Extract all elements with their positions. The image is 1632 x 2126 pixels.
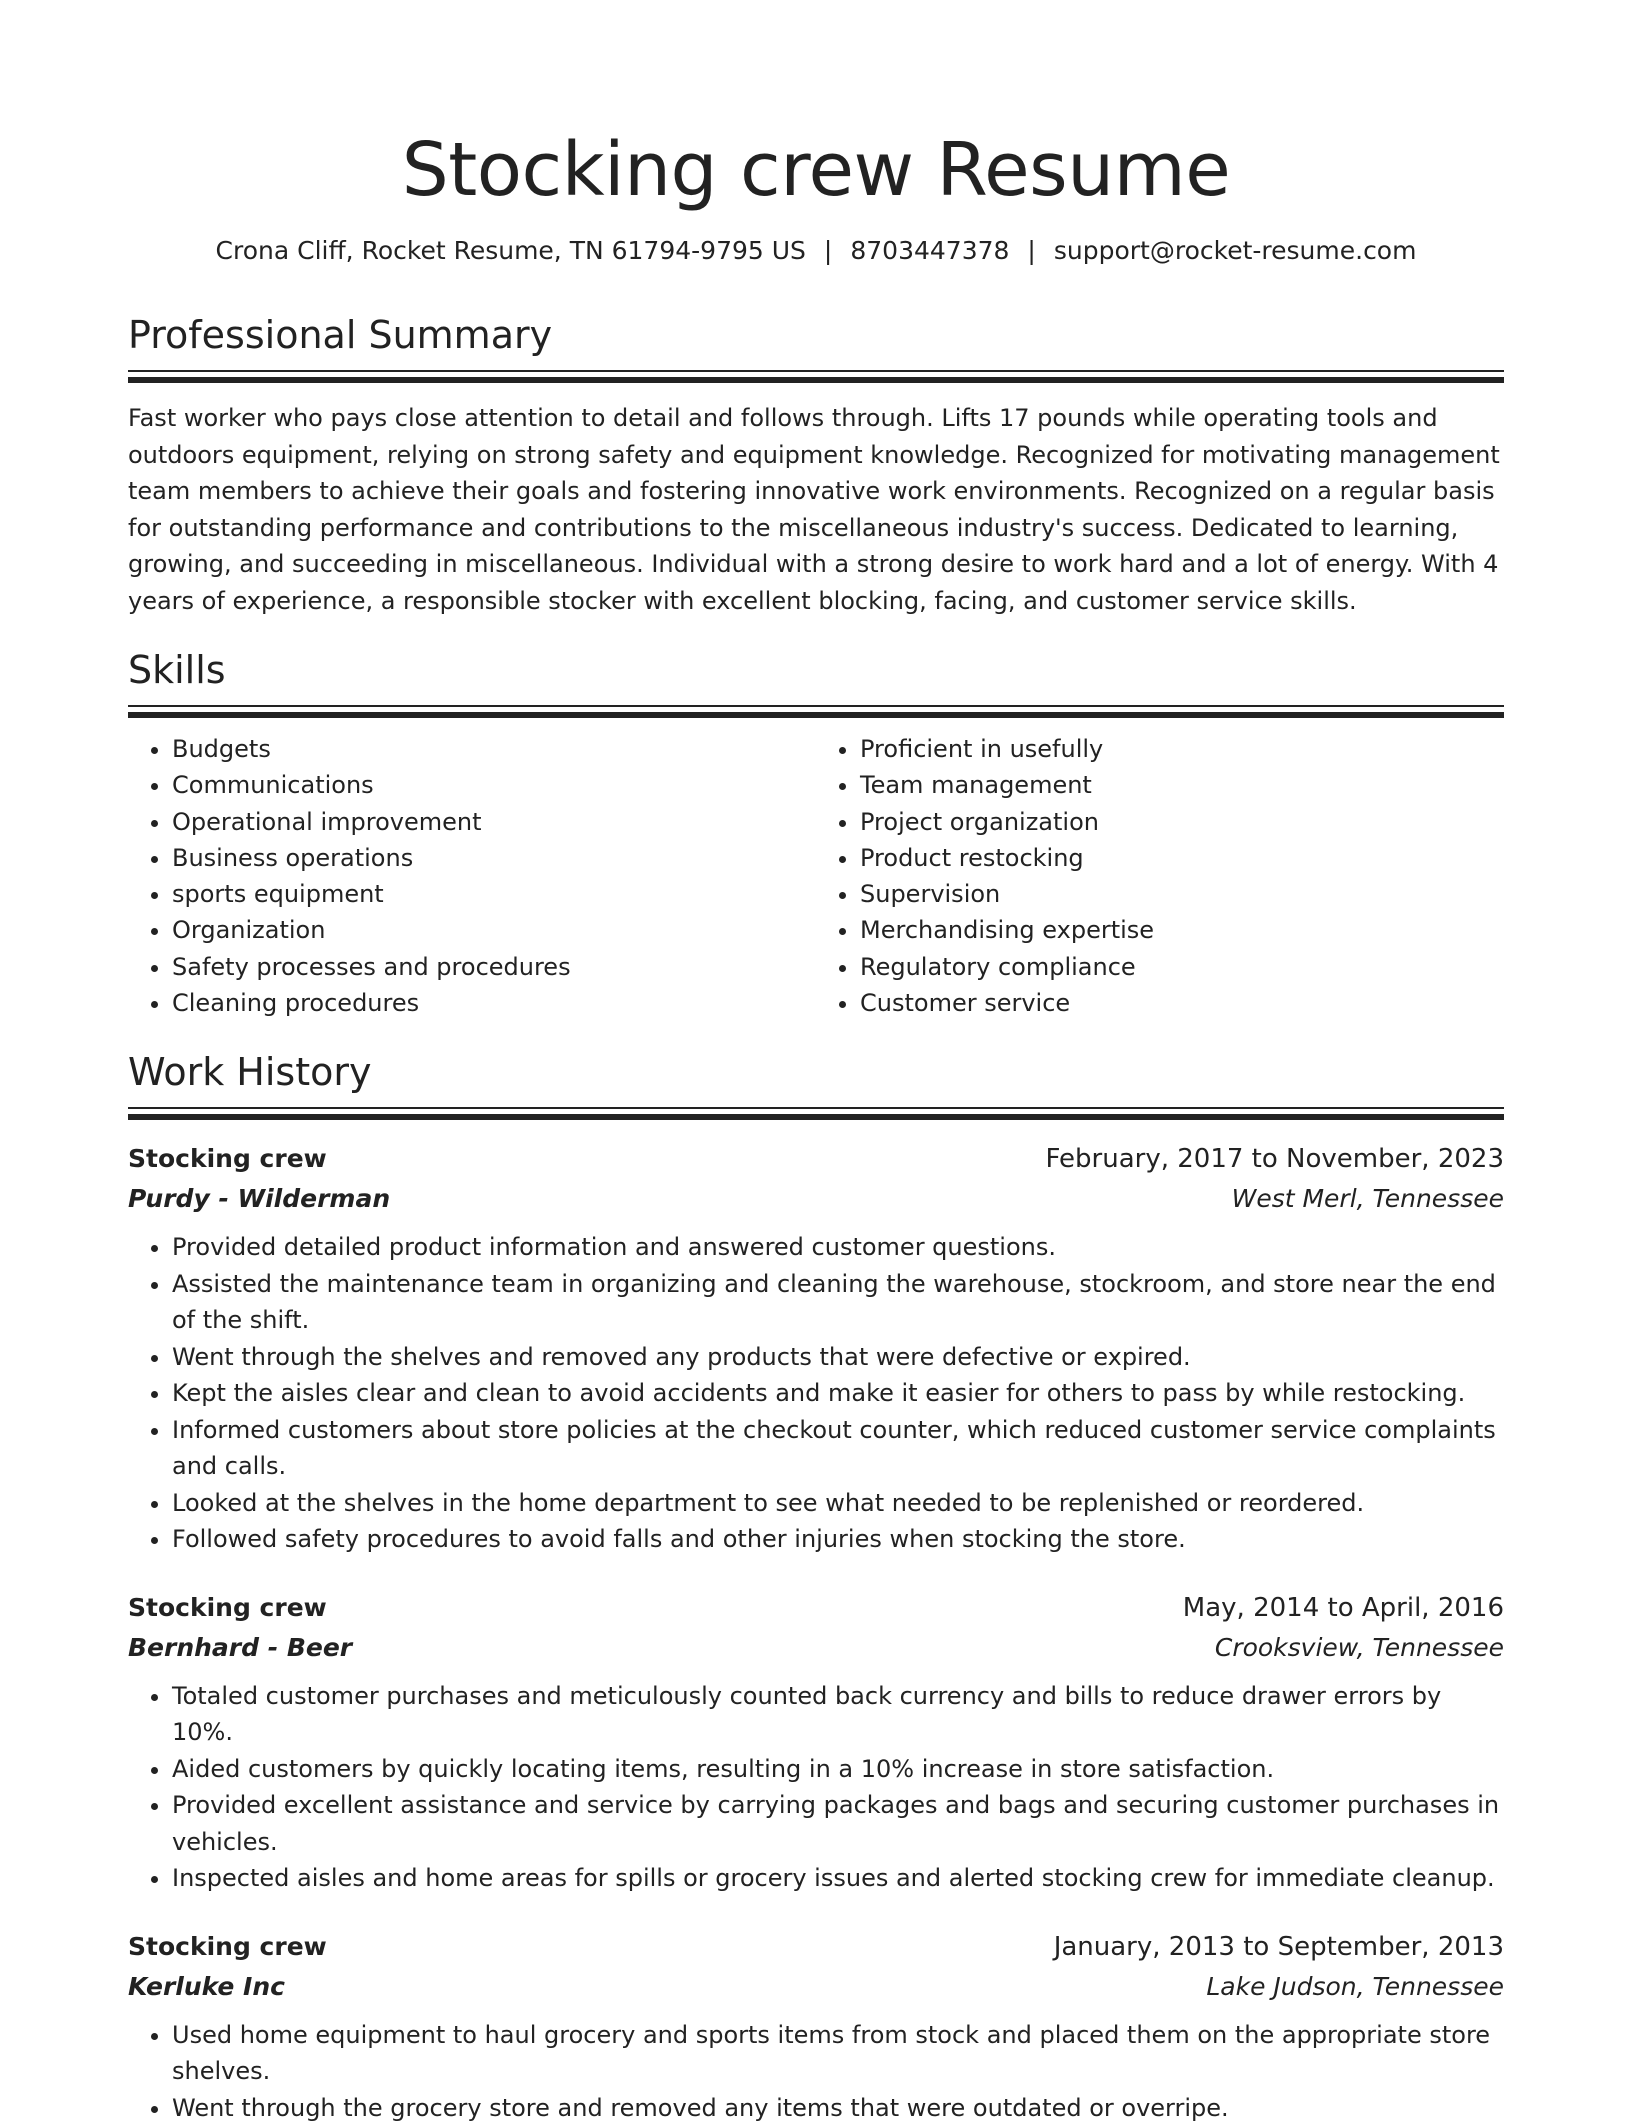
job-location: West Merl, Tennessee: [1231, 1184, 1504, 1214]
contact-email[interactable]: support@rocket-resume.com: [1053, 236, 1417, 265]
skill-item: • Budgets: [172, 731, 816, 767]
contact-line: [128, 234, 1504, 268]
skill-item: • Business operations: [172, 840, 816, 876]
summary-heading: Professional Summary: [128, 313, 553, 357]
skill-item: • Customer service: [860, 985, 1504, 1021]
job-company-row: [128, 1628, 1504, 1668]
skill-item: • Proficient in usefully: [860, 731, 1504, 767]
summary-text: Fast worker who pays close attention to detail and follows through. Lifts 17 pounds while operating tools and outdoors equipment, relying on strong safety and equipment knowledge. Recognized for motivating management team members to achieve their goals and fostering innovative work environments. Recognized on a regular basis for outstanding performance and contributions to the miscellaneous industry's success. Dedicated to learning, growing, and succeeding in miscellaneous. Individual with a strong desire to work hard and a lot of energy. With 4 years of experience, a responsible stocker with excellent blocking, facing, and customer service skills.: [128, 404, 1500, 615]
job-bullet: • Assisted the maintenance team in organizing and cleaning the warehouse, stockroom, and store near the end of the shift.: [172, 1266, 1504, 1339]
job-bullet: • Inspected aisles and home areas for spills or grocery issues and alerted stocking crew for immediate cleanup.: [172, 1860, 1504, 1897]
section-divider: [128, 370, 1504, 384]
job-bullet: • Totaled customer purchases and meticulously counted back currency and bills to reduce drawer errors by 10%.: [172, 1678, 1504, 1751]
job-dates: January, 2013 to September, 2013: [1053, 1931, 1504, 1962]
job-entry: [128, 1139, 1504, 1558]
skill-item: • Product restocking: [860, 840, 1504, 876]
job-bullets: [128, 2017, 1504, 2126]
job-bullet: • Used home equipment to haul grocery and sports items from stock and placed them on the appropriate store shelves.: [172, 2017, 1504, 2090]
work-history-section: [128, 1047, 1504, 2126]
section-divider: [128, 1107, 1504, 1121]
skill-item: • Organization: [172, 912, 816, 948]
job-header-row: [128, 1927, 1504, 1967]
job-title: Stocking crew: [128, 1144, 327, 1174]
job-bullet: • Followed safety procedures to avoid falls and other injuries when stocking the store.: [172, 1521, 1504, 1558]
skill-item: • Safety processes and procedures: [172, 949, 816, 985]
job-company: Kerluke Inc: [128, 1971, 285, 2001]
contact-separator: |: [823, 236, 833, 265]
job-header-row: [128, 1139, 1504, 1179]
job-bullet: • Aided customers by quickly locating items, resulting in a 10% increase in store satisfaction.: [172, 1751, 1504, 1788]
job-header-row: [128, 1588, 1504, 1628]
job-bullet: • Informed customers about store policies at the checkout counter, which reduced customer service complaints and calls.: [172, 1412, 1504, 1485]
job-dates: May, 2014 to April, 2016: [1182, 1592, 1504, 1623]
skills-list-right: [816, 731, 1504, 1021]
job-entry: [128, 1927, 1504, 2126]
resume-page: [128, 0, 1504, 2126]
job-location: Crooksview, Tennessee: [1214, 1632, 1504, 1662]
job-entry: [128, 1588, 1504, 1897]
job-company: Purdy - Wilderman: [128, 1184, 391, 1214]
skills-heading: Skills: [128, 648, 226, 692]
job-bullet: • Looked at the shelves in the home department to see what needed to be replenished or reordered.: [172, 1485, 1504, 1522]
job-bullet: • Provided detailed product information and answered customer questions.: [172, 1229, 1504, 1266]
skill-item: • Operational improvement: [172, 804, 816, 840]
contact-phone: 8703447378: [850, 236, 1010, 265]
job-title: Stocking crew: [128, 1592, 327, 1622]
skills-list-left: [128, 731, 816, 1021]
skills-columns: [128, 731, 1504, 1021]
skill-item: • Merchandising expertise: [860, 912, 1504, 948]
skill-item: • sports equipment: [172, 876, 816, 912]
job-title: Stocking crew: [128, 1931, 327, 1961]
skill-item: • Cleaning procedures: [172, 985, 816, 1021]
job-dates: February, 2017 to November, 2023: [1045, 1144, 1504, 1175]
job-bullet: • Went through the shelves and removed any products that were defective or expired.: [172, 1339, 1504, 1376]
summary-section: [128, 310, 1504, 619]
skill-item: • Supervision: [860, 876, 1504, 912]
job-bullet: • Went through the grocery store and removed any items that were outdated or overripe.: [172, 2090, 1504, 2126]
skill-item: • Project organization: [860, 804, 1504, 840]
skill-item: • Communications: [172, 767, 816, 803]
job-company-row: [128, 1967, 1504, 2007]
job-bullet: • Provided excellent assistance and service by carrying packages and bags and securing customer purchases in vehicles.: [172, 1787, 1504, 1860]
skill-item: • Regulatory compliance: [860, 949, 1504, 985]
contact-separator: |: [1027, 236, 1036, 265]
contact-address: Crona Cliff, Rocket Resume, TN 61794-9795 US: [215, 236, 806, 265]
resume-title: Stocking crew Resume: [401, 127, 1231, 213]
job-company: Bernhard - Beer: [128, 1632, 353, 1662]
skill-item: • Team management: [860, 767, 1504, 803]
job-company-row: [128, 1179, 1504, 1219]
work-history-heading: Work History: [128, 1050, 372, 1095]
job-bullets: [128, 1229, 1504, 1558]
job-bullets: [128, 1678, 1504, 1897]
skills-section: [128, 645, 1504, 1021]
job-location: Lake Judson, Tennessee: [1206, 1971, 1504, 2001]
section-divider: [128, 705, 1504, 719]
job-bullet: • Kept the aisles clear and clean to avoid accidents and make it easier for others to pass by while restocking.: [172, 1375, 1504, 1412]
